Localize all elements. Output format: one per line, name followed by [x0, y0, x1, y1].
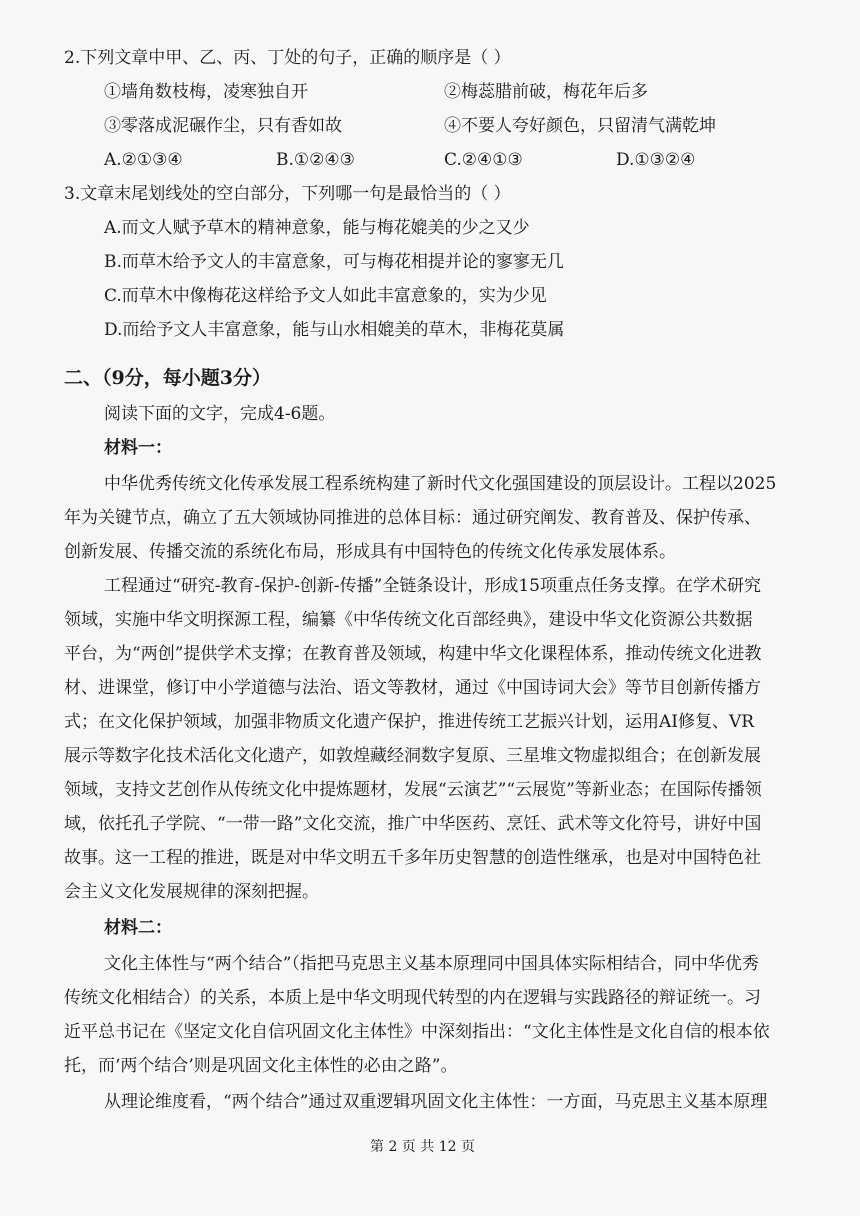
q3-option-d: D.而给予文人丰富意象，能与山水相媲美的草木，非梅花莫属 [104, 320, 565, 340]
material-1-line: 式；在文化保护领域，加强非物质文化遗产保护，推进传统工艺振兴计划，运用AI修复、VR [64, 712, 755, 732]
q2-item-4: ④不要人夸好颜色，只留清气满乾坤 [444, 116, 716, 136]
material-2-line: 传统文化相结合）的关系，本质上是中华文明现代转型的内在逻辑与实践路径的辩证统一。习 [64, 988, 761, 1008]
material-1-label: 材料一： [104, 438, 172, 458]
q2-option-d: D.①③②④ [616, 150, 696, 170]
material-1-line: 创新发展、传播交流的系统化布局，形成具有中国特色的传统文化传承发展体系。 [64, 542, 676, 562]
material-1-line: 材、进课堂，修订中小学道德与法治、语文等教材，通过《中国诗词大会》等节目创新传播方 [64, 678, 761, 698]
q2-option-b: B.①②④③ [276, 150, 355, 170]
q2-stem: 2.下列文章中甲、乙、丙、丁处的句子，正确的顺序是（ ） [64, 48, 511, 68]
q3-stem: 3.文章末尾划线处的空白部分，下列哪一句是最恰当的（ ） [64, 184, 511, 204]
material-1-line: 领域，实施中华文明探源工程，编纂《中华传统文化百部经典》，建设中华文化资源公共数据 [64, 610, 753, 630]
material-2-line: 文化主体性与“两个结合”（指把马克思主义基本原理同中国具体实际相结合，同中华优秀 [104, 954, 759, 974]
material-2-line: 托，而‘两个结合’则是巩固文化主体性的必由之路”。 [64, 1056, 458, 1076]
material-2-line: 近平总书记在《坚定文化自信巩固文化主体性》中深刻指出：“文化主体性是文化自信的根本依 [64, 1022, 770, 1042]
section-heading: 二、（9分，每小题3分） [64, 367, 271, 389]
material-1-line: 年为关键节点，确立了五大领域协同推进的总体目标：通过研究阐发、教育普及、保护传承、 [64, 508, 761, 528]
q2-option-a: A.②①③④ [104, 150, 183, 170]
q2-item-1: ①墙角数枝梅，凌寒独自开 [104, 82, 308, 102]
q2-item-2: ②梅蕊腊前破，梅花年后多 [444, 82, 648, 102]
material-1-line: 域，依托孔子学院、“一带一路”文化交流，推广中华医药、烹饪、武术等文化符号，讲好中国 [64, 814, 762, 834]
material-2-label: 材料二： [104, 918, 172, 938]
q3-option-b: B.而草木给予文人的丰富意象，可与梅花相提并论的寥寥无几 [104, 252, 564, 272]
material-1-line: 会主义文化发展规律的深刻把握。 [64, 882, 319, 902]
material-1-line: 工程通过“研究-教育-保护-创新-传播”全链条设计，形成15项重点任务支撑。在学术研究 [104, 576, 761, 596]
material-1-line: 平台，为“两创”提供学术支撑；在教育普及领域，构建中华文化课程体系，推动传统文化进教 [64, 644, 762, 664]
material-1-line: 领域，支持文艺创作从传统文化中提炼题材，发展“云演艺”“云展览”等新业态；在国际传播领 [64, 780, 762, 800]
q3-option-c: C.而草木中像梅花这样给予文人如此丰富意象的，实为少见 [104, 286, 547, 306]
material-1-line: 展示等数字化技术活化文化遗产，如敦煌藏经洞数字复原、三星堆文物虚拟组合；在创新发展 [64, 746, 761, 766]
material-2-line: 从理论维度看，“两个结合”通过双重逻辑巩固文化主体性：一方面，马克思主义基本原理 [104, 1092, 768, 1112]
material-1-line: 中华优秀传统文化传承发展工程系统构建了新时代文化强国建设的顶层设计。工程以2025 [104, 474, 777, 494]
material-1-line: 故事。这一工程的推进，既是对中华文明五千多年历史智慧的创造性继承，也是对中国特色社 [64, 848, 761, 868]
q2-item-3: ③零落成泥碾作尘，只有香如故 [104, 116, 342, 136]
q3-option-a: A.而文人赋予草木的精神意象，能与梅花媲美的少之又少 [104, 218, 530, 238]
q2-option-c: C.②④①③ [444, 150, 523, 170]
section-instruction: 阅读下面的文字，完成4-6题。 [104, 404, 336, 424]
page-number: 第 2 页 共 12 页 [370, 1139, 475, 1155]
